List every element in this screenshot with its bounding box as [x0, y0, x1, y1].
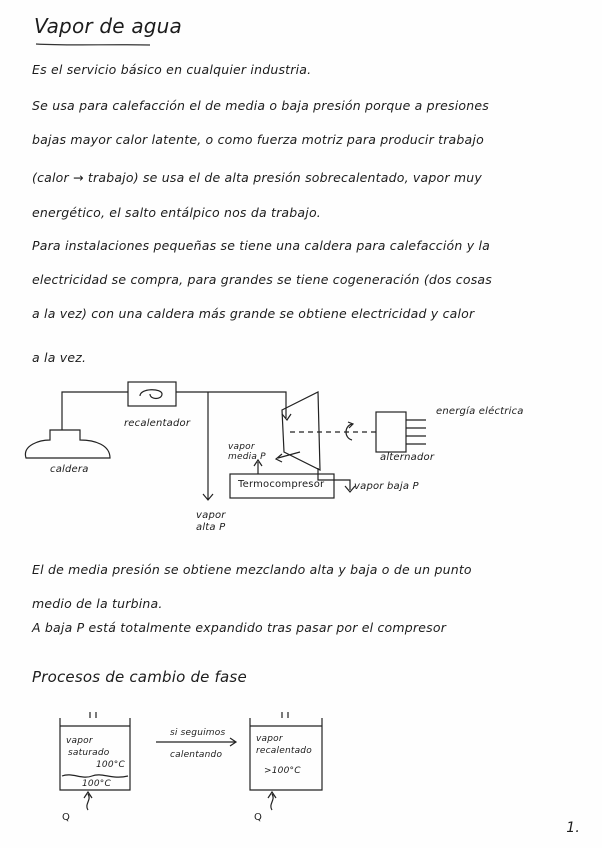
paragraph-line-3: bajas mayor calor latente, o como fuerza motriz para producir trabajo [32, 132, 484, 147]
energia-electrica-label: energía eléctrica [436, 406, 524, 417]
right-state-line1: vapor [256, 734, 283, 744]
paragraph-line-1: Es el servicio básico en cualquier industria. [32, 62, 312, 77]
vapor-baja-label: vapor baja P [354, 481, 419, 492]
paragraph-line-4: (calor → trabajo) se usa el de alta presión sobrecalentado, vapor muy [32, 170, 482, 185]
termocompresor-label: Termocompresor [238, 479, 325, 490]
paragraph-line-7: electricidad se compra, para grandes se tiene cogeneración (dos cosas [32, 272, 492, 287]
caldera-label: caldera [50, 464, 89, 475]
section-title: Procesos de cambio de fase [32, 668, 247, 686]
paragraph-line-9: a la vez. [32, 350, 87, 365]
paragraph-line-2: Se usa para calefacción el de media o baja presión porque a presiones [32, 98, 490, 113]
recalentador-label: recalentador [124, 418, 191, 429]
vapor-alta-label: vapor alta P [196, 510, 226, 533]
right-state-line2: recalentado [256, 746, 312, 756]
page-number: 1. [566, 820, 580, 836]
alternador-label: alternador [380, 452, 435, 463]
arrow-label-top: si seguimos [170, 728, 226, 738]
left-state-line2: saturado [68, 748, 110, 758]
arrow-label-bottom: calentando [170, 750, 223, 760]
left-state-line1: vapor [66, 736, 93, 746]
left-temp-top: 100°C [96, 760, 125, 770]
paragraph-line-5: energético, el salto entálpico nos da trabajo. [32, 205, 321, 220]
paragraph-line-6: Para instalaciones pequeñas se tiene una caldera para calefacción y la [32, 238, 491, 253]
page-title: Vapor de agua [34, 14, 183, 38]
process-arrow [156, 738, 236, 746]
right-temp: >100°C [264, 766, 301, 776]
paragraph-line-8: a la vez) con una caldera más grande se obtiene electricidad y calor [32, 306, 475, 321]
q-right-label: Q [254, 812, 263, 823]
paragraph2-line-3: A baja P está totalmente expandido tras pasar por el compresor [32, 620, 447, 635]
q-left-label: Q [62, 812, 71, 823]
left-temp-bottom: 100°C [82, 779, 111, 789]
vapor-media-label: vapor media P [228, 442, 266, 462]
paragraph2-line-1: El de media presión se obtiene mezclando alta y baja o de un punto [32, 562, 472, 577]
paragraph2-line-2: medio de la turbina. [32, 596, 163, 611]
